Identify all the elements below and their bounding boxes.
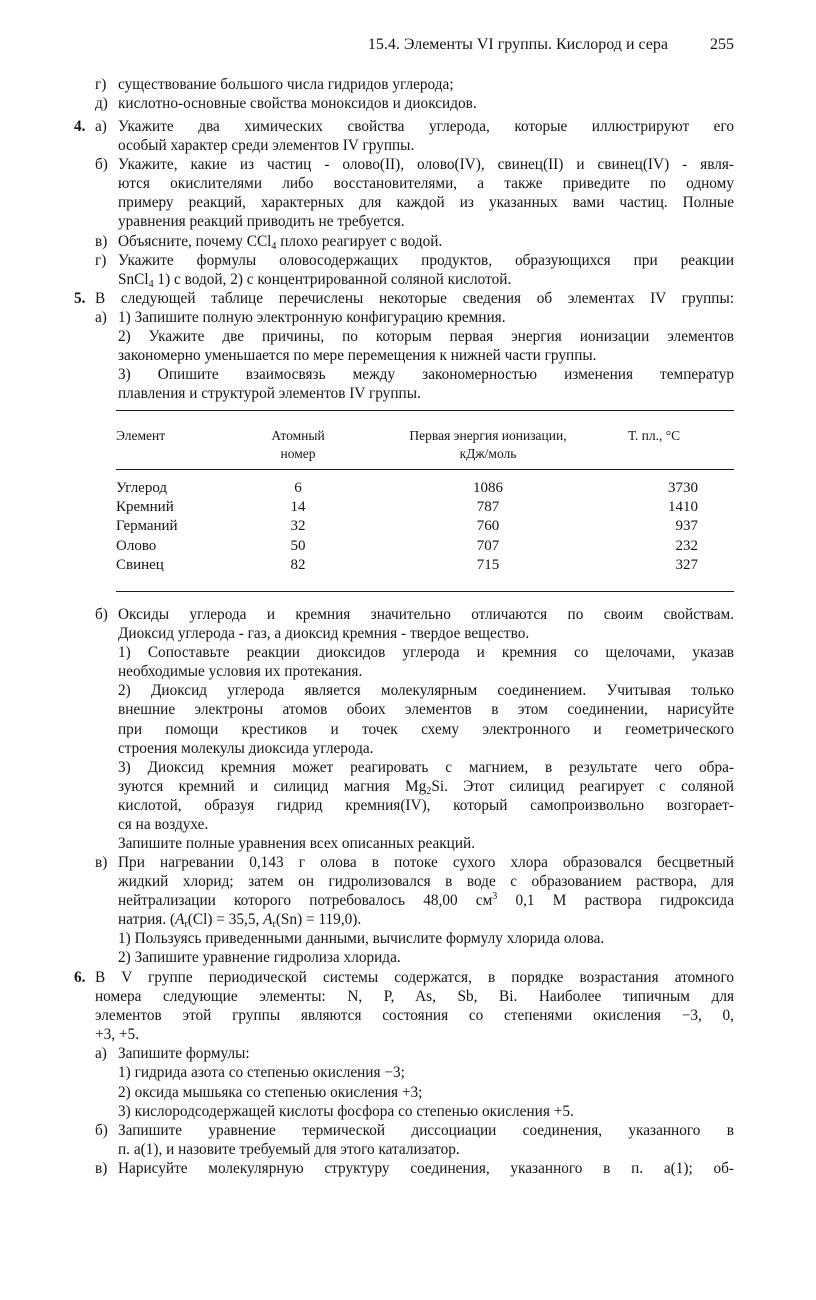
question-5	[0, 289, 816, 404]
question-number: 5.	[74, 290, 86, 307]
text-line: 3) Опишите взаимосвязь между закономерностью изменения температур	[118, 366, 734, 384]
cell-element: Олово	[116, 537, 157, 554]
item-text: кислотно-основные свойства моноксидов и диоксидов.	[118, 95, 477, 113]
cell-atomic-number: 50	[290, 537, 306, 554]
text-line: нейтрализации которого потребовалось 48,00 $см^3$ 0,1 М раствора гидроксида	[118, 891, 734, 910]
table-top-rule	[116, 410, 734, 411]
table-header-rule	[116, 469, 734, 470]
item-label: в)	[95, 1159, 108, 1177]
text-line: В V группе периодической системы содержатся, в порядке возрастания атомного	[95, 969, 734, 986]
item-label: а)	[95, 118, 107, 135]
cell-element: Углерод	[116, 480, 168, 496]
col-header-element: Элемент	[116, 428, 166, 443]
running-title: 15.4. Элементы VI группы. Кислород и сера	[367, 36, 668, 53]
text-line: необходимые условия их протекания.	[118, 663, 363, 681]
text-line: Оксиды углерода и кремния значительно отличаются по своим свойствам.	[118, 606, 734, 623]
cell-ionization-energy: 715	[476, 556, 500, 573]
text-line: Объясните, почему CCl$_4$ плохо реагирует с водой.	[118, 232, 443, 252]
cell-atomic-number: 82	[290, 556, 306, 573]
cell-element: Свинец	[116, 556, 164, 573]
text-line: 1) Пользуясь приведенными данными, вычислите формулу хлорида олова.	[118, 930, 605, 948]
text-line: 3) Диоксид кремния может реагировать с магнием, в результате чего обра-	[118, 758, 734, 776]
text-line: жидкий хлорид; затем он гидролизовался в воде с образованием раствора, для	[118, 873, 734, 891]
text-line: Запишите полные уравнения всех описанных реакций.	[118, 835, 476, 853]
text-line: п. а(1), и назовите требуемый для этого катализатор.	[118, 1140, 460, 1158]
item-label: б)	[95, 1121, 108, 1139]
page-number: 255	[710, 36, 734, 53]
text-line: примеру реакций, характерных для каждой из указанных вами частиц. Полные	[118, 194, 734, 212]
text-line: строения молекулы диоксида углерода.	[118, 739, 374, 757]
text-line: Запишите формулы:	[118, 1045, 250, 1063]
item-label: д)	[95, 95, 108, 113]
text-line: при помощи крестиков и точек схему электронного и геометрического	[118, 720, 734, 738]
table-bottom-rule	[116, 591, 734, 592]
cell-ionization-energy: 760	[476, 518, 500, 535]
cell-melting-point: 327	[675, 556, 698, 573]
item-label: г)	[95, 76, 107, 93]
item-label: а)	[95, 309, 107, 327]
text-line: 1) Сопоставьте реакции диоксидов углерода и кремния со щелочами, указав	[118, 644, 734, 662]
cell-melting-point: 1410	[668, 499, 698, 516]
text-line: кислотой, образуя гидрид кремния(IV), который самопроизвольно возгорает-	[118, 796, 734, 814]
cell-element: Кремний	[116, 499, 174, 516]
text-line: плавления и структурой элементов IV группы.	[118, 385, 421, 403]
cell-melting-point: 3730	[668, 480, 698, 496]
col-header-energy: Первая энергия ионизации, кДж/моль	[409, 428, 567, 461]
item-label: б)	[95, 156, 108, 174]
text-line: 3) кислородсодержащей кислоты фосфора со степенью окисления +5.	[118, 1102, 574, 1120]
cell-atomic-number: 32	[290, 518, 306, 535]
text-line: зуются кремний и силицид магния $Mg_2Si$. Этот силицид реагирует с соляной	[118, 777, 734, 797]
question-number: 6.	[74, 969, 86, 986]
question-4	[0, 117, 816, 289]
question-5-b	[0, 605, 816, 853]
text-line: особый характер среди элементов IV группы.	[118, 137, 415, 155]
col-header-mp: Т. пл., °С	[628, 428, 681, 443]
question-5-v	[0, 853, 816, 968]
text-line: закономерно уменьшается по мере перемещения к нижней части группы.	[118, 347, 597, 365]
text-line: В следующей таблице перечислены некоторые сведения об элементах IV группы:	[95, 290, 734, 307]
text-line: При нагревании 0,143 г олова в потоке сухого хлора образовался бесцветный	[118, 854, 734, 871]
text-line: номера следующие элементы: N, P, As, Sb, Bi. Наиболее типичным для	[95, 988, 734, 1006]
text-line: 2) оксида мышьяка со степенью окисления +3;	[118, 1083, 423, 1101]
item-label: а)	[95, 1045, 107, 1063]
text-line: уравнения реакций приводить не требуется.	[118, 213, 405, 231]
text-line: Укажите два химических свойства углерода, которые иллюстрируют его	[118, 118, 734, 135]
item-label: г)	[95, 251, 107, 269]
cell-ionization-energy: 1086	[473, 480, 503, 496]
item-label: б)	[95, 606, 108, 623]
text-line: Нарисуйте молекулярную структуру соединения, указанного в п. а(1); об-	[118, 1159, 734, 1177]
text-line: 2) Запишите уравнение гидролиза хлорида.	[118, 949, 401, 967]
cell-melting-point: 937	[675, 518, 698, 535]
running-header	[0, 35, 734, 57]
prev-question-tail	[0, 75, 816, 113]
text-line: SnCl$_4$ 1) с водой, 2) с концентрированной соляной кислотой.	[118, 270, 512, 290]
cell-element: Германий	[116, 518, 178, 535]
item-label: в)	[95, 854, 108, 871]
text-line: 1) Запишите полную электронную конфигурацию кремния.	[118, 309, 506, 327]
cell-melting-point: 232	[675, 537, 698, 554]
text-line: 2) Укажите две причины, по которым первая энергия ионизации элементов	[118, 328, 734, 346]
cell-ionization-energy: 707	[476, 537, 500, 554]
text-line: Запишите уравнение термической диссоциации соединения, указанного в	[118, 1121, 734, 1139]
cell-atomic-number: 14	[290, 499, 306, 516]
text-line: Укажите формулы оловосодержащих продуктов, образующихся при реакции	[118, 251, 734, 269]
item-label: в)	[95, 232, 108, 250]
text-line: ся на воздухе.	[118, 816, 209, 834]
question-number: 4.	[74, 118, 86, 135]
text-line: ются окислителями либо восстановителями, а также приведите по одному	[118, 175, 734, 193]
text-line: внешние электроны атомов обоих элементов в этом соединении, нарисуйте	[118, 701, 734, 719]
text-line: натрия. ($A_r(Cl) = 35,5$, $A_r(Sn) = 119,0$).	[118, 911, 362, 931]
text-line: 2) Диоксид углерода является молекулярным соединением. Учитывая только	[118, 682, 734, 700]
question-6	[0, 968, 816, 1178]
cell-ionization-energy: 787	[476, 499, 500, 516]
text-line: элементов этой группы являются состояния со степенями окисления −3, 0,	[95, 1007, 734, 1025]
text-line: Диоксид углерода - газ, а диоксид кремния - твердое вещество.	[118, 625, 530, 643]
text-line: 1) гидрида азота со степенью окисления −3;	[118, 1064, 405, 1082]
cell-atomic-number: 6	[294, 480, 302, 496]
col-header-atomic: Атомный номер	[271, 428, 325, 461]
item-text: существование большого числа гидридов углерода;	[118, 76, 454, 93]
text-line: +3, +5.	[95, 1026, 140, 1044]
text-line: Укажите, какие из частиц - олово(II), олово(IV), свинец(II) и свинец(IV) - явля-	[118, 156, 734, 174]
